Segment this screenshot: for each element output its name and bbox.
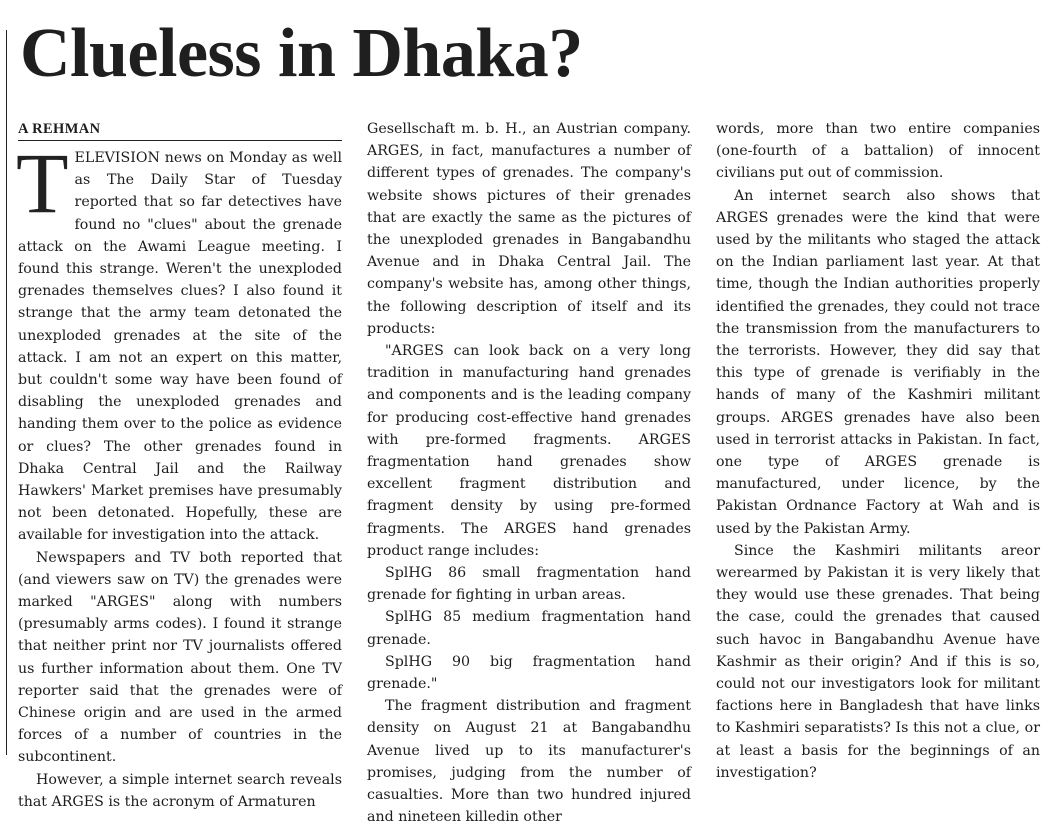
- product-line: SplHG 90 big fragmentation hand grenade.": [367, 653, 691, 693]
- byline: A REHMAN: [18, 118, 342, 141]
- column-3: [716, 118, 1040, 784]
- column-2: [367, 118, 691, 829]
- column-1: [18, 118, 342, 813]
- product-line: SplHG 85 medium fragmentation hand grenade.: [367, 609, 691, 648]
- paragraph: An internet search also shows that ARGES grenades were the kind that were used by the militants who staged the attack on the Indian parliament last year. At that time, though the Indian authorities properly identified the grenades, they could not trace the transmission from the manufacturers to the terrorists. However, they did say that this type of grenade is verifiably in the hands of many of the Kashmiri militant groups. ARGES grenades have also been used in terrorist attacks in Pakistan. In fact, one type of ARGES grenade is manufactured, under licence, by the Pakistan Ordnance Factory at Wah and is used by the Pakistan Army.: [716, 187, 1040, 537]
- quote-paragraph: "ARGES can look back on a very long tradition in manufacturing hand grenades and components and is the leading company for producing cost-effective hand grenades with pre-formed fragments. ARGES fragmentation hand grenades show excellent fragment distribution and fragment density by using pre-formed fragments. The ARGES hand grenades product range includes:: [367, 343, 691, 559]
- paragraph: Newspapers and TV both reported that (and viewers saw on TV) the grenades were marked "ARGES" along with numbers (presumably arms codes). I found it strange that neither print nor TV journalists offered us further information about them. One TV reporter said that the grenades were of Chinese origin and are used in the armed forces of a number of countries in the subcontinent.: [18, 549, 342, 766]
- paragraph: Since the Kashmiri militants areor werearmed by Pakistan it is very likely that they would use these grenades. That being the case, could the grenades that caused such havoc in Bangabandhu Avenue have Kashmir as their origin? And if this is so, could not our investigators look for militant factions here in Bangladesh that have links to Kashmiri separatists? Is this not a clue, or at least a basis for the beginnings of an investigation?: [716, 542, 1040, 781]
- lead-paragraph: [16, 135, 342, 547]
- left-column-rule: [6, 30, 7, 755]
- headline: Clueless in Dhaka?: [20, 15, 583, 92]
- product-line: SplHG 86 small fragmentation hand grenade for fighting in urban areas.: [367, 565, 691, 604]
- drop-cap: T: [16, 135, 69, 231]
- paragraph-continued: words, more than two entire companies (one-fourth of a battalion) of innocent civilians put out of commission.: [716, 121, 1040, 182]
- lead-paragraph-text: ELEVISION news on Monday as well as The Daily Star of Tuesday reported that so far detectives have found no "clues" about the grenade attack on the Awami League meeting. I found this strange. Weren't the unexploded grenades themselves clues? I also found it strange that the army team detonated the unexploded grenades at the site of the attack. I am not an expert on this matter, but couldn't some way have been found of disabling the unexploded grenades and handing them over to the police as evidence or clues? The other grenades found in Dhaka Central Jail and the Railway Hawkers' Market premises have presumably not been detonated. Hopefully, these are available for investigation into the attack.: [18, 150, 342, 544]
- paragraph: However, a simple internet search reveals that ARGES is the acronym of Armaturen: [18, 771, 342, 810]
- paragraph: The fragment distribution and fragment density on August 21 at Bangabandhu Avenue lived up to its manufacturer's promises, judging from the number of casualties. More than two hundred injured and nineteen killedin other: [367, 698, 691, 826]
- paragraph-continued: Gesellschaft m. b. H., an Austrian company. ARGES, in fact, manufactures a number of different types of grenades. The company's website shows pictures of their grenades that are exactly the same as the pictures of the unexploded grenades in Bangabandhu Avenue and in Dhaka Central Jail. The company's website has, among other things, the following description of itself and its products:: [367, 121, 691, 337]
